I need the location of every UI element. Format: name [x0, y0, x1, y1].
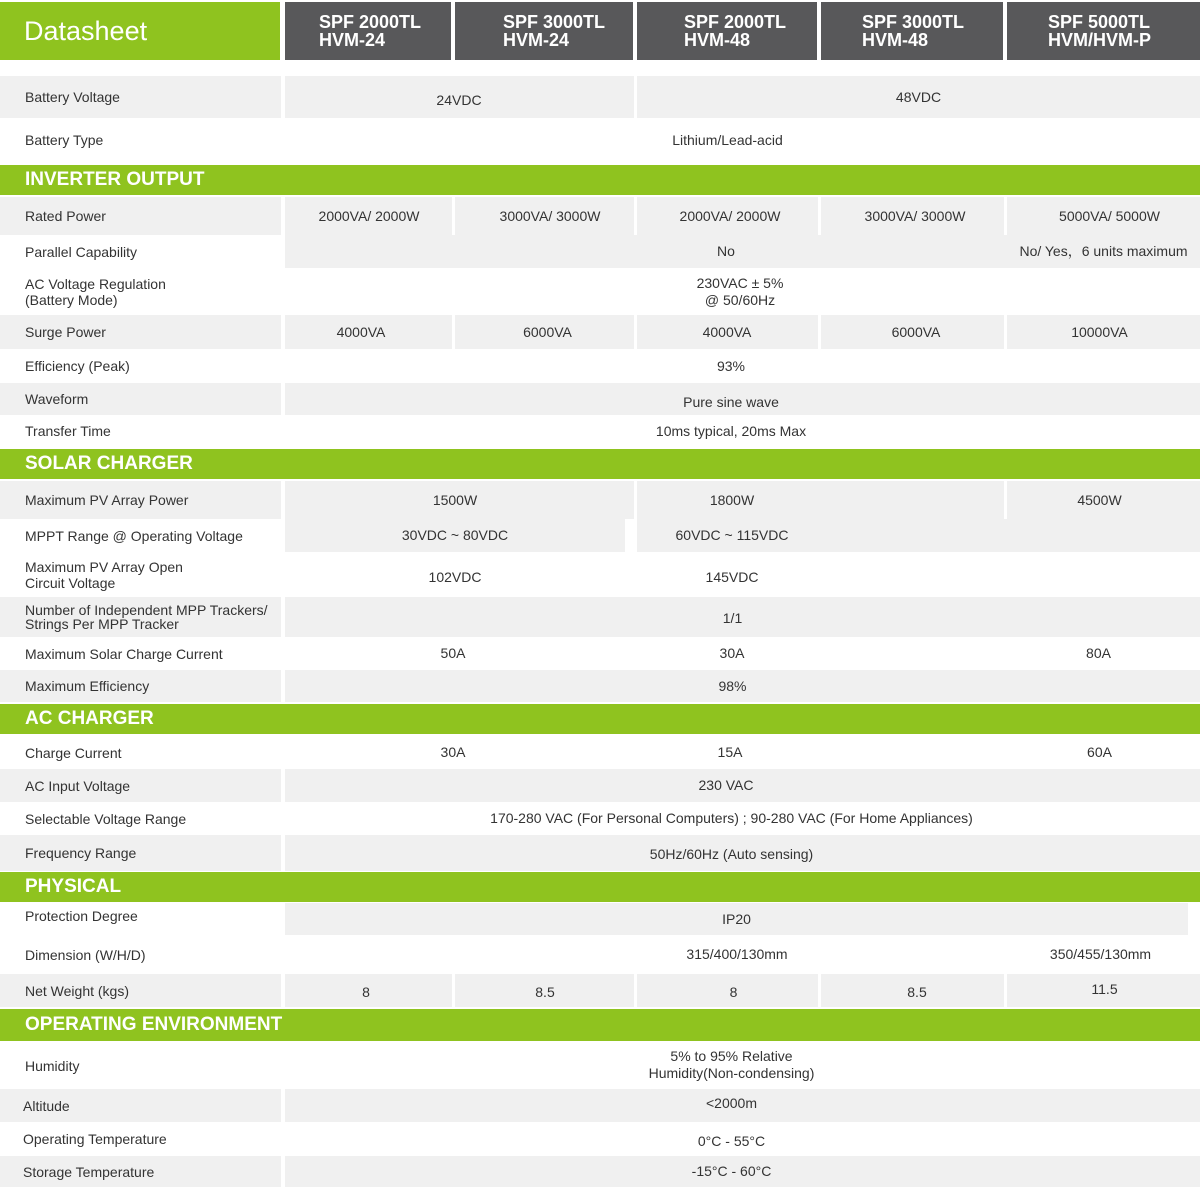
spec-value: 8 — [729, 984, 738, 1000]
spec-value: 230 VAC — [698, 777, 754, 793]
spec-row-mppt-range — [0, 519, 1200, 552]
spec-value-line: @ 50/60Hz — [704, 291, 776, 308]
row-label: Selectable Voltage Range — [25, 810, 187, 827]
spec-row-charge-current — [0, 736, 1200, 769]
row-label-line: AC Voltage Regulation — [25, 275, 166, 292]
model-variant: HVM-24 — [503, 30, 570, 50]
spec-value: Pure sine wave — [683, 393, 779, 410]
spec-value-line: 5% to 95% Relative — [670, 1047, 793, 1064]
spec-value: 50A — [440, 645, 466, 661]
row-label: Dimension (W/H/D) — [25, 946, 146, 963]
row-label: Storage Temperature — [23, 1163, 155, 1180]
spec-row-mpp-trackers — [0, 597, 1200, 637]
spec-value: 145VDC — [705, 569, 759, 585]
spec-value: <2000m — [706, 1095, 757, 1111]
spec-value: 4000VA — [702, 323, 752, 340]
spec-value: 93% — [716, 357, 746, 374]
spec-row-altitude — [0, 1089, 1200, 1122]
row-label-line: (Battery Mode) — [25, 291, 118, 308]
spec-value: 48VDC — [895, 88, 942, 105]
model-name: SPF 3000TL — [503, 12, 606, 32]
spec-value: 315/400/130mm — [686, 946, 788, 962]
spec-value: No — [285, 235, 1167, 268]
model-variant: HVM-48 — [862, 30, 929, 50]
spec-row-frequency-range — [0, 835, 1200, 871]
row-label: Maximum Solar Charge Current — [25, 645, 223, 662]
row-label: Battery Voltage — [25, 89, 120, 105]
row-label: Frequency Range — [25, 845, 137, 861]
row-label: MPPT Range @ Operating Voltage — [25, 527, 243, 544]
spec-value-line: 230VAC ± 5% — [696, 274, 784, 291]
spec-value: 8.5 — [907, 984, 927, 1000]
spec-value: 11.5 — [1091, 981, 1118, 997]
spec-value: 4000VA — [336, 323, 386, 340]
spec-row-humidity — [0, 1042, 1200, 1089]
spec-row-battery-voltage — [0, 76, 1200, 118]
spec-row-efficiency-peak — [0, 349, 1200, 383]
spec-row-surge-power — [0, 315, 1200, 349]
spec-value: 30A — [440, 744, 466, 760]
section-physical: PHYSICAL — [0, 872, 1200, 902]
spec-row-waveform — [0, 383, 1200, 415]
row-label: Rated Power — [25, 208, 106, 224]
spec-value: 350/455/130mm — [1049, 946, 1152, 962]
row-label-line: Maximum PV Array Open — [25, 558, 183, 575]
spec-value: 50Hz/60Hz (Auto sensing) — [649, 845, 814, 862]
spec-value — [285, 1041, 1178, 1088]
row-label: Altitude — [23, 1097, 70, 1114]
row-label: Humidity — [25, 1057, 80, 1074]
row-label — [25, 597, 268, 637]
spec-value: 170-280 VAC (For Personal Computers) ; 90-280 VAC (For Home Appliances) — [490, 810, 973, 826]
spec-value: 10000VA — [1071, 323, 1128, 340]
model-variant: HVM-24 — [319, 30, 386, 50]
row-label: Maximum Efficiency — [25, 678, 150, 694]
row-label: Operating Temperature — [23, 1131, 167, 1147]
row-label: Surge Power — [25, 324, 106, 340]
spec-row-parallel-capability — [0, 235, 1200, 268]
model-name: SPF 2000TL — [319, 12, 422, 32]
row-label-line: Circuit Voltage — [25, 574, 116, 591]
spec-row-max-solar-charge-current — [0, 637, 1200, 670]
spec-value: 98% — [718, 677, 747, 694]
row-label — [25, 552, 183, 597]
model-variant: HVM-48 — [684, 30, 751, 50]
row-label: Waveform — [25, 391, 89, 407]
spec-value: 2000VA/ 2000W — [679, 207, 781, 224]
spec-value: 24VDC — [436, 91, 482, 108]
spec-value — [285, 268, 1195, 315]
spec-row-storage-temperature — [0, 1156, 1200, 1187]
section-ac-charger: AC CHARGER — [0, 704, 1200, 734]
spec-value: 1/1 — [722, 609, 743, 626]
spec-value: 30VDC ~ 80VDC — [285, 519, 625, 552]
spec-row-transfer-time — [0, 415, 1200, 447]
spec-value: 0°C - 55°C — [697, 1132, 766, 1149]
spec-value: 10ms typical, 20ms Max — [655, 422, 807, 439]
spec-value-line: Humidity(Non-condensing) — [648, 1064, 815, 1081]
spec-value: 8.5 — [535, 984, 555, 1000]
model-header-spf5000tl-hvm — [1007, 2, 1200, 60]
spec-value: 2000VA/ 2000W — [318, 207, 420, 224]
spec-row-max-efficiency — [0, 670, 1200, 702]
spec-value: -15°C - 60°C — [691, 1163, 772, 1179]
model-header-spf2000tl-hvm48 — [637, 2, 817, 60]
spec-value: 3000VA/ 3000W — [864, 207, 966, 224]
model-header-spf3000tl-hvm24 — [455, 2, 633, 60]
spec-row-selectable-voltage-range — [0, 802, 1200, 835]
spec-value: 6000VA — [523, 323, 572, 340]
row-label-line: Number of Independent MPP Trackers/ — [25, 602, 268, 618]
row-label: Charge Current — [25, 744, 122, 761]
model-variant: HVM/HVM-P — [1048, 30, 1151, 50]
spec-value: 30A — [719, 645, 745, 661]
spec-row-net-weight — [0, 974, 1200, 1007]
spec-row-max-pv-array-power — [0, 481, 1200, 519]
spec-value: 15A — [717, 744, 743, 760]
spec-value: 1800W — [709, 491, 755, 508]
spec-row-protection-degree — [0, 903, 1200, 935]
spec-value: 60VDC ~ 115VDC — [675, 527, 789, 543]
spec-value: 102VDC — [428, 569, 482, 585]
spec-row-max-pv-open-circuit-voltage — [0, 552, 1200, 597]
spec-value: IP20 — [285, 903, 1188, 935]
row-label: AC Input Voltage — [25, 777, 131, 794]
row-label: Battery Type — [25, 132, 104, 148]
model-name: SPF 2000TL — [684, 12, 787, 32]
section-inverter-output: INVERTER OUTPUT — [0, 165, 1200, 195]
model-name: SPF 5000TL — [1048, 12, 1151, 32]
spec-row-ac-input-voltage — [0, 769, 1200, 802]
model-name: SPF 3000TL — [862, 12, 965, 32]
datasheet-title: Datasheet — [0, 2, 280, 60]
section-solar-charger: SOLAR CHARGER — [0, 449, 1200, 479]
spec-row-ac-voltage-regulation — [0, 268, 1200, 315]
spec-value: 80A — [1086, 645, 1111, 661]
spec-value: Lithium/Lead-acid — [672, 131, 783, 148]
row-label: Parallel Capability — [25, 243, 138, 260]
spec-value: No/ Yes，6 units maximum — [1007, 235, 1200, 268]
spec-row-rated-power — [0, 197, 1200, 235]
model-header-spf2000tl-hvm24 — [285, 2, 451, 60]
spec-value: 1500W — [432, 491, 478, 508]
spec-row-dimension — [0, 935, 1200, 974]
row-label-line: Strings Per MPP Tracker — [25, 616, 179, 632]
spec-value: 5000VA/ 5000W — [1059, 207, 1160, 224]
row-label: Transfer Time — [25, 423, 111, 439]
spec-value: 6000VA — [891, 323, 941, 340]
section-operating-environment: OPERATING ENVIRONMENT — [0, 1009, 1200, 1041]
row-label: Maximum PV Array Power — [25, 492, 189, 508]
row-label — [25, 268, 166, 315]
spec-value: 60A — [1087, 744, 1112, 760]
row-label: Net Weight (kgs) — [25, 982, 129, 999]
spec-row-operating-temperature — [0, 1122, 1200, 1156]
spec-value: 3000VA/ 3000W — [499, 207, 601, 224]
datasheet-header — [0, 0, 1200, 62]
model-header-spf3000tl-hvm48 — [821, 2, 1003, 60]
row-label: Efficiency (Peak) — [25, 358, 130, 374]
spec-value: 8 — [362, 984, 370, 1000]
spec-value: 4500W — [1077, 491, 1122, 508]
spec-row-battery-type — [0, 118, 1200, 162]
row-label: Protection Degree — [25, 908, 138, 924]
